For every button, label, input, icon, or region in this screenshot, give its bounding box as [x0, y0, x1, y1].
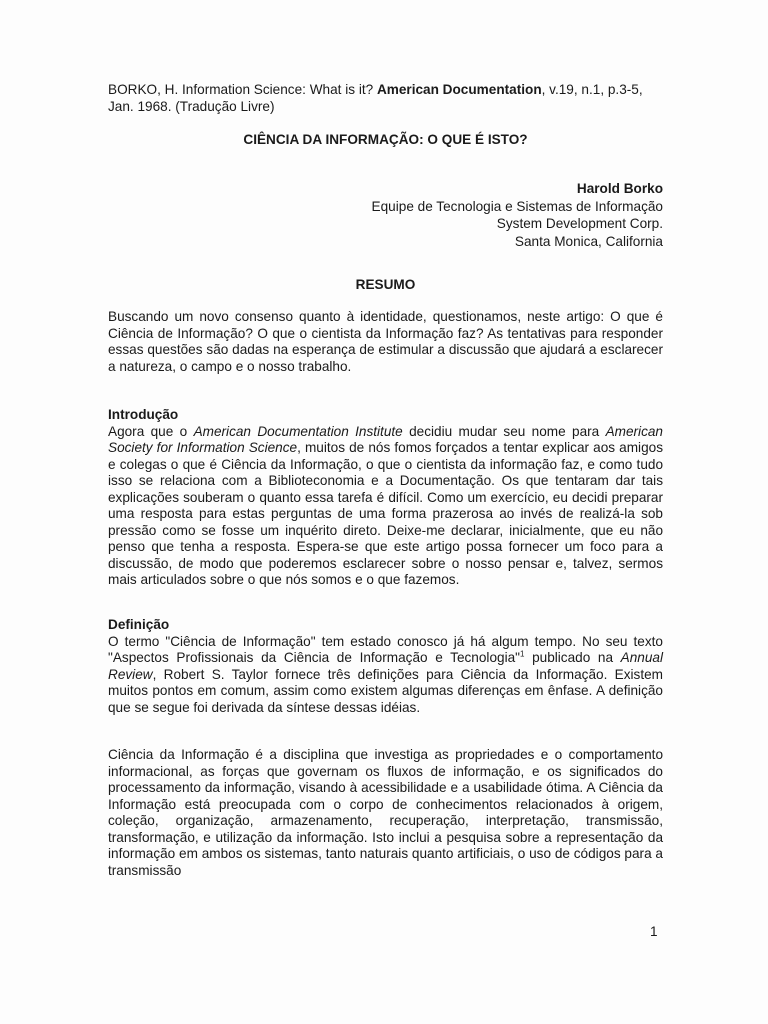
introduction-part-3: , muitos de nós fomos forçados a tentar explicar aos amigos e colegas o que é Ciência da Informação, o que o cientista da informação faz, e como tudo isso se relaciona com a Biblioteconomia e a Documentação. Os que tentaram dar tais explicações souberam o quanto essa tarefa é difícil. Como um exercício, eu decidi preparar uma resposta para estas perguntas de uma forma prazerosa ao invés de realizá-la sob pressão como se fosse um inquérito direto. Deixe-me declarar, inicialmente, que eu não penso que tenha a resposta. Espera-se que este artigo possa fornecer um foco para a discussão, de modo que poderemos esclarecer sobre o nosso pensar e, talvez, sermos mais articulados sobre o que nós somos e o que fazemos. [108, 440, 663, 587]
definition-body-section [108, 747, 663, 879]
definition-text [108, 634, 663, 717]
introduction-section [108, 407, 663, 589]
introduction-italic-2: American Society for Information Science [108, 423, 663, 455]
author-name: Harold Borko [576, 181, 663, 196]
document-title: CIÊNCIA DA INFORMAÇÃO: O QUE É ISTO? [243, 132, 528, 147]
introduction-heading: Introdução [108, 407, 179, 422]
citation-prefix: BORKO, H. Information Science: What is it? [108, 82, 377, 97]
introduction-part-2: decidiu mudar seu nome para [402, 423, 606, 439]
definition-part-1: O termo "Ciência de Informação" tem estado conosco já há algum tempo. No seu texto "Aspectos Profissionais da Ciência de Informação e Tecnologia" [108, 633, 663, 665]
introduction-italic-1: American Documentation Institute [193, 423, 403, 439]
citation-suffix: , v.19, n.1, p.3-5, Jan. 1968. (Tradução Livre) [108, 82, 643, 114]
introduction-part-1: Agora que o [108, 423, 194, 439]
definition-italic: Annual Review [108, 650, 663, 682]
abstract-section [108, 309, 663, 375]
abstract-heading: RESUMO [355, 277, 416, 292]
definition-part-2: publicado na [524, 650, 621, 665]
page-number: 1 [650, 924, 658, 939]
author-affiliation-3: Santa Monica, California [514, 233, 663, 249]
author-affiliation-2: System Development Corp. [496, 216, 663, 231]
footnote-marker: 1 [519, 649, 525, 659]
definition-heading: Definição [108, 617, 170, 632]
abstract-text: Buscando um novo consenso quanto à identidade, questionamos, neste artigo: O que é Ciência de Informação? O que o cientista da Informação faz? As tentativas para responder essas questões são dadas na esperança de estimular a discussão que ajudará a esclarecer a natureza, o campo e o nosso trabalho. [108, 309, 663, 374]
introduction-text [108, 424, 663, 589]
citation-journal: American Documentation [376, 82, 542, 97]
definition-body-text: Ciência da Informação é a disciplina que investiga as propriedades e o comportamento informacional, as forças que governam os fluxos de informação, e os significados do processamento da informação, visando à acessibilidade e a usabilidade ótima. A Ciência da Informação está preocupada com o corpo de conhecimentos relacionados à origem, coleção, organização, armazenamento, recuperação, interpretação, transmissão, transformação, e utilização da informação. Isto inclui a pesquisa sobre a representação da informação em ambos os sistemas, tanto naturais quanto artificiais, o uso de códigos para a transmissão [108, 747, 663, 878]
author-block [108, 180, 663, 250]
citation [108, 82, 663, 115]
definition-part-3: , Robert S. Taylor fornece três definições para Ciência da Informação. Existem muitos pontos em comum, assim como existem algumas diferenças em ênfase. A definição que se segue foi derivada da síntese dessas idéias. [108, 666, 663, 715]
author-affiliation-1: Equipe de Tecnologia e Sistemas de Informação [371, 198, 663, 214]
definition-section [108, 617, 663, 716]
